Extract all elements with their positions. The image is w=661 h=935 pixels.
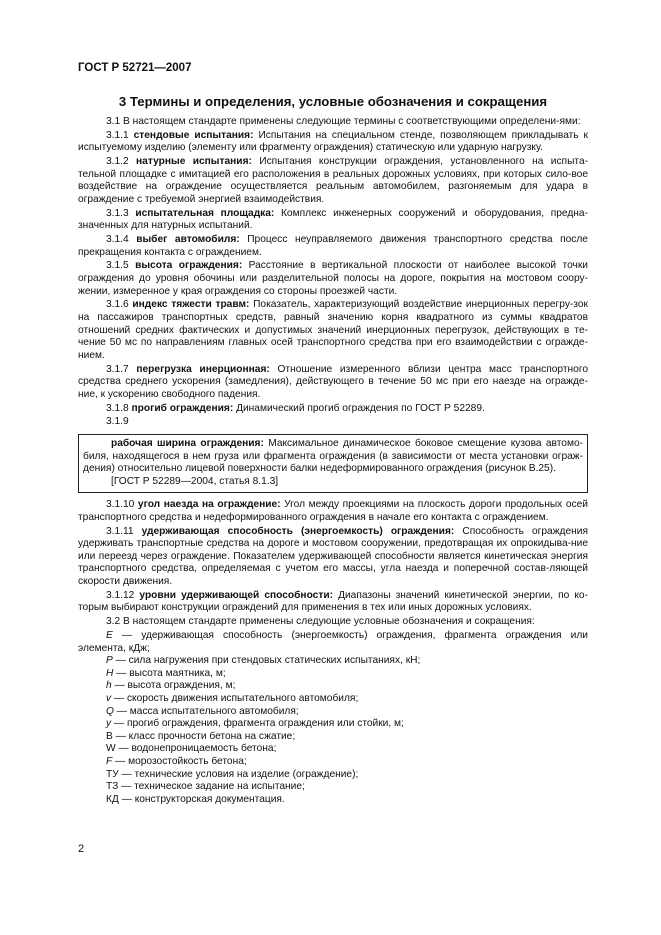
term-name: натурные испытания: <box>136 156 252 168</box>
term-name: испытательная площадка: <box>135 207 275 219</box>
symbol-description: — технические условия на изделие (ограждение); <box>118 768 359 780</box>
symbol-entry <box>78 756 588 769</box>
symbol-entry <box>78 718 588 731</box>
term-definition: Отношение измеренного вблизи центра масс транспортного средства среднего ускорения (замедления), действующего в течение 50 мс при его наезде на огражде-ние, к ускорению свободного падения. <box>78 363 588 400</box>
symbol-description: — высота маятника, м; <box>113 667 226 679</box>
symbol: ТУ <box>106 768 119 780</box>
terms-list <box>78 499 588 615</box>
symbol-description: — скорость движения испытательного автомобиля; <box>111 692 359 704</box>
symbol-description: — удерживающая способность (энергоемкость) ограждения, фрагмента ограждения или элемента, кДж; <box>78 630 588 654</box>
symbols-list <box>78 630 588 806</box>
term-name: прогиб ограждения: <box>131 402 234 414</box>
symbol: ТЗ <box>106 781 119 793</box>
symbol: P <box>106 655 113 667</box>
symbol-description: — класс прочности бетона на сжатие; <box>112 730 296 742</box>
symbol-entry <box>78 731 588 744</box>
term-definition: Максимальное динамическое боковое смещение кузова автомо-биля, находящегося в нем груза или фрагмента ограждения (в зависимости от места установки ограж-дения) относительно лицевой поверхности балки недеформированного ограждения (рисунок В.25). <box>83 437 584 475</box>
term-paragraph <box>78 234 588 259</box>
symbol-description: — прогиб ограждения, фрагмента ограждения или стойки, м; <box>111 718 404 730</box>
symbol-entry <box>78 743 588 756</box>
term-paragraph <box>78 130 588 155</box>
symbol: E <box>106 630 113 641</box>
quoted-term-box <box>78 434 588 493</box>
symbol-entry <box>78 668 588 681</box>
symbol-entry <box>78 655 588 668</box>
term-definition: Способность ограждения удерживать транспортные средства на дороге и мостовом сооружении, предотвращая их опрокидыва-ние или переезд через ограждение. Показателем удерживающей способности является кинетическая энергия транспортного средства, определяемая с учетом его массы, угла наезда и поперечной состав-ляющей скорости движения. <box>78 525 588 588</box>
intro-paragraph: 3.1 В настоящем стандарте применены следующие термины с соответствующими определени-ями: <box>106 116 581 127</box>
symbol-entry <box>78 630 588 655</box>
symbol-description: — масса испытательного автомобиля; <box>113 705 299 717</box>
term-name: стендовые испытания: <box>133 129 254 141</box>
term-name: удерживающая способность (энергоемкость) ограждения: <box>141 525 455 537</box>
term-name: угол наезда на ограждение: <box>137 499 281 511</box>
symbol-description: — высота ограждения, м; <box>111 680 236 692</box>
symbol: КД <box>106 793 119 805</box>
term-definition: Испытания конструкции ограждения, установленного на испыта-тельной площадке с имитацией его расположения в реальных дорожных условиях, при которых сило-вое воздействие на ограждение осуществляется реальным автомобилем, разгоняемым для удара в ограждение с требуемой энергией взаимодействия. <box>78 156 589 205</box>
symbol-entry <box>78 794 588 807</box>
term-paragraph <box>78 299 588 362</box>
symbol-description: — морозостойкость бетона; <box>112 755 247 767</box>
term-number: 3.1.11 <box>106 525 134 537</box>
term-name: перегрузка инерционная: <box>136 363 270 375</box>
term-number: 3.1.12 <box>106 589 135 601</box>
term-name: высота ограждения: <box>135 260 243 272</box>
term-definition: Динамический прогиб ограждения по ГОСТ Р 52289. <box>236 402 485 414</box>
symbol-entry <box>78 781 588 794</box>
term-number: 3.1.3 <box>106 207 129 219</box>
term-number: 3.1.5 <box>106 260 129 272</box>
symbol-entry <box>78 693 588 706</box>
document-body <box>78 116 588 806</box>
symbol: v <box>106 692 112 704</box>
symbol: B <box>106 730 113 742</box>
symbol-description: — техническое задание на испытание; <box>118 781 305 793</box>
symbol-entry <box>78 769 588 782</box>
term-name: индекс тяжести травм: <box>132 299 250 311</box>
term-paragraph <box>78 208 588 233</box>
section-title: 3 Термины и определения, условные обозначения и сокращения <box>118 94 548 109</box>
symbol-description: — сила нагружения при стендовых статических испытаниях, кН; <box>112 655 421 667</box>
term-name: рабочая ширина ограждения: <box>111 437 264 449</box>
term-number: 3.1.7 <box>106 363 129 375</box>
term-paragraph <box>78 499 588 524</box>
symbol: y <box>106 718 112 730</box>
term-definition: Угол между проекциями на плоскость дороги продольных осей транспортного средства и недеформированного ограждения в начале его контакта с ограждением. <box>78 499 588 523</box>
term-number: 3.1.2 <box>106 156 129 168</box>
term-paragraph <box>78 590 588 615</box>
term-paragraph <box>78 156 588 206</box>
page-number: 2 <box>78 843 85 855</box>
symbol-entry <box>78 680 588 693</box>
symbol: Q <box>106 705 114 717</box>
term-name: уровни удерживающей способности: <box>139 589 333 601</box>
term-definition: Испытания на специальном стенде, позволяющем прикладывать к испытуемому изделию (элементу или фрагменту ограждения) статическую или ударную нагрузку. <box>78 129 588 154</box>
term-definition: Расстояние в вертикальной плоскости от наиболее высокой точки ограждения до уровня обочины или разделительной полосы на дороге, покрытия на мостовом соору-жении, измеренное у края ограждения со стороны проезжей части. <box>78 260 588 297</box>
term-number: 3.1.10 <box>106 499 135 511</box>
term-number: 3.1.4 <box>106 234 129 246</box>
symbol: H <box>106 667 114 679</box>
term-definition: Диапазоны значений кинетической энергии, по ко-торым выбирают конструкции ограждений для применения в тех или иных дорожных условиях. <box>78 589 588 614</box>
term-definition: Показатель, характеризующий воздействие инерционных перегру-зок на пассажиров транспортных средств, равный значению корня квадратного из суммы квадратов отношений средних фактических и допустимых значений инерционных перегрузок, действующих в те-чение 50 мс по направлениям главных осей транспортного средства при его взаимодействии с огражде-нием. <box>78 299 588 361</box>
term-number: 3.1.6 <box>106 299 129 311</box>
term-paragraph <box>83 438 583 476</box>
symbol-description: — водонепроницаемость бетона; <box>115 743 277 755</box>
symbol: W <box>106 743 116 755</box>
symbol-description: — конструкторская документация. <box>118 793 285 805</box>
term-name: выбег автомобиля: <box>136 234 240 246</box>
intro-paragraph-32: 3.2 В настоящем стандарте применены следующие условные обозначения и сокращения: <box>106 616 535 628</box>
term-reference: [ГОСТ Р 52289—2004, статья 8.1.3] <box>111 475 279 487</box>
term-paragraph <box>78 403 588 416</box>
term-number: 3.1.1 <box>106 129 129 141</box>
symbol: F <box>106 755 113 767</box>
term-paragraph <box>78 260 588 298</box>
term-definition: Процесс неуправляемого движения транспортного средства после прекращения контакта с ограждением. <box>78 234 588 258</box>
term-number: 3.1.9 <box>106 416 129 428</box>
terms-list <box>78 130 588 415</box>
term-paragraph <box>78 364 588 402</box>
term-definition: Комплекс инженерных сооружений и оборудования, предна-значенных для натурных испытаний. <box>78 207 588 232</box>
symbol-entry <box>78 706 588 719</box>
symbol: h <box>106 680 112 692</box>
document-header: ГОСТ Р 52721—2007 <box>78 62 192 74</box>
term-number: 3.1.8 <box>106 402 129 414</box>
term-paragraph <box>78 526 588 589</box>
